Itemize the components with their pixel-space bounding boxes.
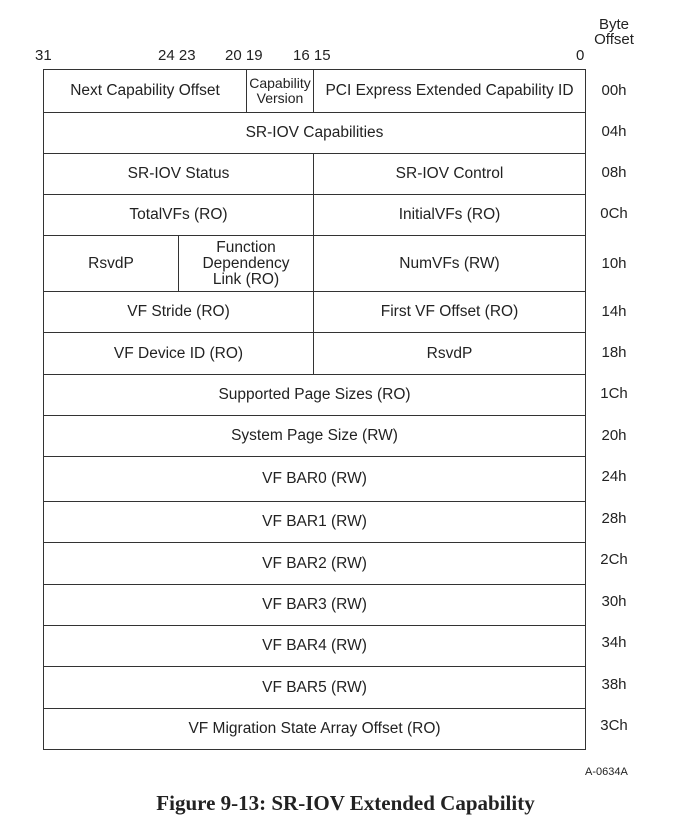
- bit-label-16-15: 16 15: [293, 47, 331, 64]
- field-initial-vfs: InitialVFs (RO): [398, 206, 501, 223]
- field-sr-iov-control: SR-IOV Control: [395, 165, 504, 182]
- byte-offset-header: [586, 17, 642, 47]
- offset-label: 38h: [601, 676, 627, 693]
- register-table: [43, 69, 586, 750]
- figure-id: A-0634A: [585, 766, 628, 778]
- field-sr-iov-capabilities: SR-IOV Capabilities: [245, 124, 384, 141]
- field-vf-stride: VF Stride (RO): [127, 303, 230, 320]
- field-num-vfs: NumVFs (RW): [399, 254, 500, 272]
- offset-label: 3Ch: [600, 717, 628, 734]
- field-first-vf-offset: First VF Offset (RO): [380, 303, 519, 320]
- offset-label: 14h: [601, 303, 627, 320]
- field-vf-bar2: VF BAR2 (RW): [262, 554, 367, 572]
- field-vf-bar1: VF BAR1 (RW): [262, 513, 367, 530]
- field-rsvdp-2: RsvdP: [426, 344, 473, 362]
- field-vf-bar3: VF BAR3 (RW): [262, 596, 367, 613]
- offset-label: 00h: [601, 82, 627, 99]
- byte-offset-header-line1: Byte: [598, 16, 629, 33]
- offset-label: 08h: [601, 164, 627, 181]
- offset-label: 10h: [601, 255, 627, 272]
- field-vf-bar0: VF BAR0 (RW): [262, 470, 367, 487]
- offset-label: 24h: [601, 468, 627, 485]
- bit-label-24-23: 24 23: [158, 47, 196, 64]
- figure-caption: Figure 9-13: SR-IOV Extended Capability: [156, 791, 535, 815]
- field-total-vfs: TotalVFs (RO): [129, 206, 228, 223]
- field-vf-bar5: VF BAR5 (RW): [262, 678, 367, 696]
- field-capability-version: Capability Version: [249, 75, 311, 106]
- field-rsvdp: RsvdP: [88, 254, 134, 272]
- offset-label: 0Ch: [600, 205, 628, 222]
- offset-label: 20h: [601, 427, 627, 444]
- offset-label: 34h: [601, 634, 627, 651]
- bit-label-31: 31: [35, 47, 52, 64]
- byte-offset-header-line2: Offset: [594, 31, 634, 48]
- offset-label: 28h: [601, 510, 627, 527]
- field-supported-page-sizes: Supported Page Sizes (RO): [218, 386, 411, 403]
- offset-label: 30h: [601, 593, 627, 610]
- bit-label-0: 0: [576, 47, 585, 64]
- field-vf-device-id: VF Device ID (RO): [113, 344, 244, 362]
- field-function-dependency-link: Function Dependency Link (RO): [202, 238, 290, 288]
- bit-label-20-19: 20 19: [225, 47, 263, 64]
- field-vf-bar4: VF BAR4 (RW): [262, 637, 367, 654]
- field-next-capability-offset: Next Capability Offset: [70, 82, 220, 99]
- offset-label: 1Ch: [600, 385, 628, 402]
- offset-label: 18h: [601, 344, 627, 361]
- field-system-page-size: System Page Size (RW): [231, 427, 398, 444]
- field-vf-migration-state-array-offset: VF Migration State Array Offset (RO): [188, 720, 441, 737]
- offset-label: 2Ch: [600, 551, 628, 568]
- field-sr-iov-status: SR-IOV Status: [127, 165, 230, 182]
- offset-label: 04h: [601, 123, 627, 140]
- field-pci-express-extended-capability-id: PCI Express Extended Capability ID: [325, 82, 574, 99]
